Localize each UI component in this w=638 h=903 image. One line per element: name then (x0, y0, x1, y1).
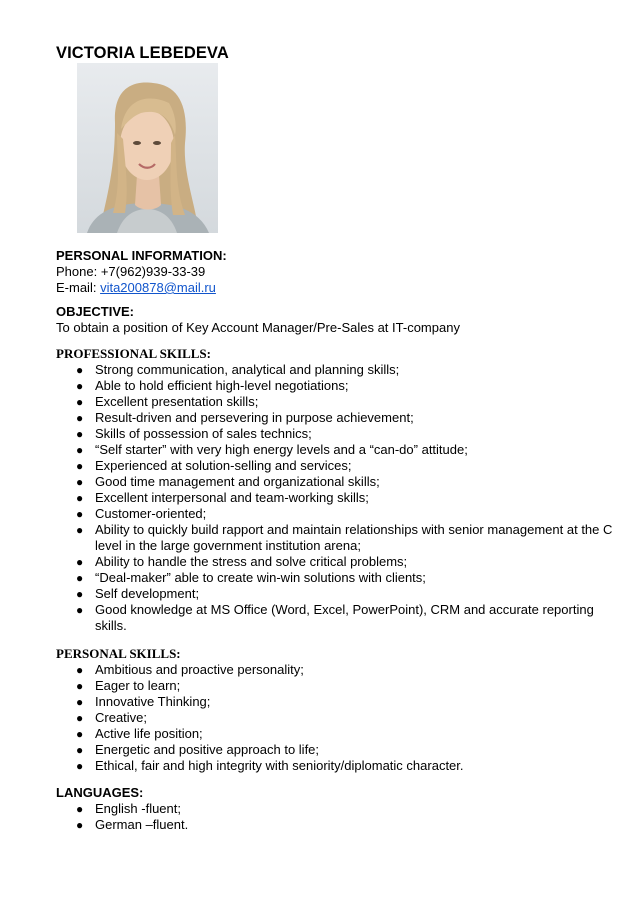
bullet-icon: ● (76, 818, 84, 832)
list-item: ● Able to hold efficient high-level negotiations; (76, 378, 349, 393)
bullet-icon: ● (76, 802, 84, 816)
bullet-icon: ● (76, 743, 84, 757)
bullet-icon: ● (76, 759, 84, 773)
bullet-icon: ● (76, 491, 84, 505)
list-item: ● English -fluent; (76, 801, 181, 816)
personal-skills-section (56, 646, 625, 774)
list-item: ● Ability to quickly build rapport and maintain relationships with senior management at the C level in the large government institution arena; (76, 522, 613, 553)
bullet-icon: ● (76, 571, 84, 585)
languages-section (56, 785, 625, 833)
bullet-icon: ● (76, 603, 84, 617)
bullet-icon: ● (76, 427, 84, 441)
objective-heading: OBJECTIVE: (56, 304, 135, 319)
professional-skills-list (56, 362, 625, 634)
email-link[interactable]: vita200878@mail.ru (100, 280, 216, 295)
bullet-icon: ● (76, 395, 84, 409)
list-item: ● Energetic and positive approach to life; (76, 742, 320, 757)
bullet-icon: ● (76, 411, 84, 425)
list-item: ● Skills of possession of sales technics; (76, 426, 312, 441)
bullet-icon: ● (76, 443, 84, 457)
bullet-icon: ● (76, 555, 84, 569)
list-item: ● “Deal-maker” able to create win-win solutions with clients; (76, 570, 426, 585)
bullet-icon: ● (76, 475, 84, 489)
list-item: ● Excellent presentation skills; (76, 394, 259, 409)
bullet-icon: ● (76, 523, 84, 537)
list-item: ● Excellent interpersonal and team-working skills; (76, 490, 369, 505)
list-item: ● Ambitious and proactive personality; (76, 662, 304, 677)
list-item: ● Ability to handle the stress and solve critical problems; (76, 554, 408, 569)
personal-skills-heading: PERSONAL SKILLS: (56, 646, 181, 661)
list-item: ● Good knowledge at MS Office (Word, Excel, PowerPoint), CRM and accurate reporting skills. (76, 602, 594, 633)
personal-info-heading: PERSONAL INFORMATION: (56, 248, 227, 263)
list-item: ● Active life position; (76, 726, 203, 741)
profile-photo (77, 63, 218, 233)
phone-line (56, 264, 227, 280)
bullet-icon: ● (76, 507, 84, 521)
resume-name: VICTORIA LEBEDEVA (56, 44, 229, 62)
bullet-icon: ● (76, 379, 84, 393)
bullet-icon: ● (76, 711, 84, 725)
email-label: E-mail: (56, 280, 97, 295)
bullet-icon: ● (76, 695, 84, 709)
list-item: ● Eager to learn; (76, 678, 181, 693)
objective-text: To obtain a position of Key Account Manager/Pre-Sales at IT-company (56, 320, 460, 335)
list-item: ● Self development; (76, 586, 200, 601)
list-item: ● Good time management and organizational skills; (76, 474, 380, 489)
professional-skills-heading: PROFESSIONAL SKILLS: (56, 346, 211, 361)
bullet-icon: ● (76, 587, 84, 601)
list-item: ● Creative; (76, 710, 148, 725)
list-item: ● Customer-oriented; (76, 506, 207, 521)
bullet-icon: ● (76, 459, 84, 473)
objective-section (56, 304, 460, 336)
list-item: ● Ethical, fair and high integrity with seniority/diplomatic character. (76, 758, 464, 773)
list-item: ● Result-driven and persevering in purpose achievement; (76, 410, 414, 425)
list-item: ● “Self starter” with very high energy levels and a “can-do” attitude; (76, 442, 468, 457)
personal-skills-list (56, 662, 625, 774)
list-item: ● German –fluent. (76, 817, 189, 832)
list-item: ● Strong communication, analytical and planning skills; (76, 362, 400, 377)
list-item: ● Experienced at solution-selling and services; (76, 458, 352, 473)
phone-value: +7(962)939-33-39 (100, 264, 206, 279)
bullet-icon: ● (76, 679, 84, 693)
list-item: ● Innovative Thinking; (76, 694, 211, 709)
phone-label: Phone: (56, 264, 98, 279)
bullet-icon: ● (76, 363, 84, 377)
languages-heading: LANGUAGES: (56, 785, 144, 800)
personal-info-section (56, 248, 227, 296)
professional-skills-section (56, 346, 625, 634)
bullet-icon: ● (76, 727, 84, 741)
bullet-icon: ● (76, 663, 84, 677)
languages-list (56, 801, 625, 833)
email-line (56, 280, 227, 296)
